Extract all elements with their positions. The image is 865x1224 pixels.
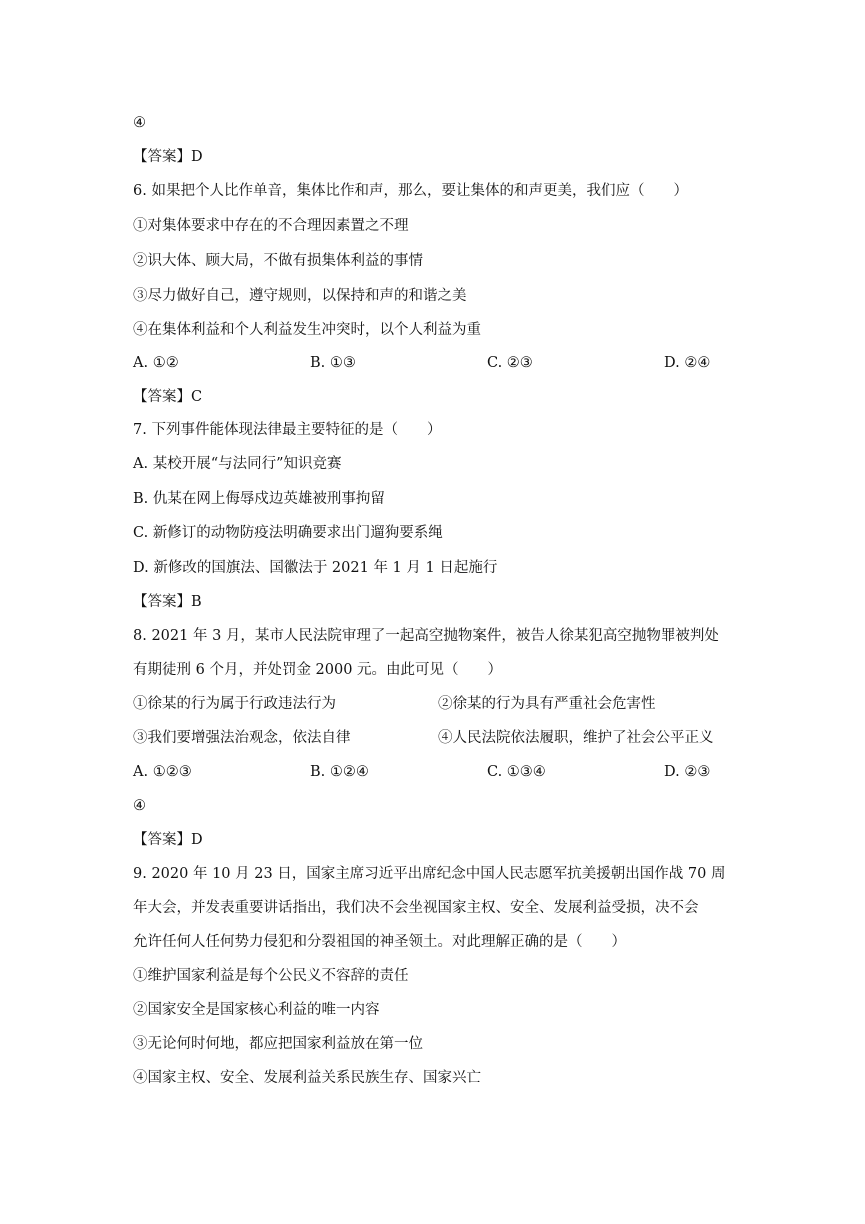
q5-option-d-continuation: ④ xyxy=(133,115,146,131)
q6-statement-1: ①对集体要求中存在的不合理因素置之不理 xyxy=(133,218,409,234)
q7-option-c: C. 新修订的动物防疫法明确要求出门遛狗要系绳 xyxy=(133,525,443,541)
q7-option-d: D. 新修改的国旗法、国徽法于 2021 年 1 月 1 日起施行 xyxy=(133,560,498,576)
q8-statement-4: ④人民法院依法履职，维护了社会公平正义 xyxy=(438,730,714,746)
q8-statement-2: ②徐某的行为具有严重社会危害性 xyxy=(438,696,656,712)
q8-option-a: A. ①②③ xyxy=(133,764,192,780)
q8-stem-line-1: 8. 2021 年 3 月，某市人民法院审理了一起高空抛物案件，被告人徐某犯高空抛物罪被判处 xyxy=(133,628,719,644)
q9-statement-3: ③无论何时何地，都应把国家利益放在第一位 xyxy=(133,1036,423,1052)
q7-option-b: B. 仇某在网上侮辱戍边英雄被刑事拘留 xyxy=(133,491,385,507)
q8-option-d: D. ②③ xyxy=(664,764,711,780)
q7-option-a: A. 某校开展“与法同行”知识竞赛 xyxy=(133,456,342,472)
q5-answer: 【答案】D xyxy=(133,149,203,165)
q6-statement-3: ③尽力做好自己，遵守规则，以保持和声的和谐之美 xyxy=(133,288,467,304)
q9-statement-2: ②国家安全是国家核心利益的唯一内容 xyxy=(133,1002,380,1018)
q6-option-c: C. ②③ xyxy=(487,355,533,371)
q8-option-d-continuation: ④ xyxy=(133,798,146,814)
q6-stem: 6. 如果把个人比作单音，集体比作和声，那么，要让集体的和声更美，我们应（ ） xyxy=(133,183,688,199)
q9-stem-line-1: 9. 2020 年 10 月 23 日，国家主席习近平出席纪念中国人民志愿军抗美援朝出国作战 70 周 xyxy=(133,866,726,882)
q6-statement-2: ②识大体、顾大局，不做有损集体利益的事情 xyxy=(133,253,423,269)
q8-options xyxy=(133,762,733,782)
q8-statement-3: ③我们要增强法治观念，依法自律 xyxy=(133,730,351,746)
q8-statements-row-2 xyxy=(133,728,733,748)
q6-option-d: D. ②④ xyxy=(664,355,711,371)
q7-stem: 7. 下列事件能体现法律最主要特征的是（ ） xyxy=(133,422,442,438)
q6-option-b: B. ①③ xyxy=(310,355,356,371)
q6-option-a: A. ①② xyxy=(133,355,179,371)
q6-statement-4: ④在集体利益和个人利益发生冲突时，以个人利益为重 xyxy=(133,322,481,338)
q8-statement-1: ①徐某的行为属于行政违法行为 xyxy=(133,696,336,712)
q9-stem-line-3: 允许任何人任何势力侵犯和分裂祖国的神圣领土。对此理解正确的是（ ） xyxy=(133,934,626,950)
q8-stem-line-2: 有期徒刑 6 个月，并处罚金 2000 元。由此可见（ ） xyxy=(133,662,503,678)
q8-answer: 【答案】D xyxy=(133,832,203,848)
q7-answer: 【答案】B xyxy=(133,594,202,610)
q9-statement-1: ①维护国家利益是每个公民义不容辞的责任 xyxy=(133,968,409,984)
q9-statement-4: ④国家主权、安全、发展利益关系民族生存、国家兴亡 xyxy=(133,1070,481,1086)
q8-option-b: B. ①②④ xyxy=(310,764,369,780)
q8-option-c: C. ①③④ xyxy=(487,764,546,780)
q6-answer: 【答案】C xyxy=(133,389,203,405)
q6-options xyxy=(133,353,733,373)
q9-stem-line-2: 年大会，并发表重要讲话指出，我们决不会坐视国家主权、安全、发展利益受损，决不会 xyxy=(133,900,699,916)
q8-statements-row-1 xyxy=(133,694,733,714)
